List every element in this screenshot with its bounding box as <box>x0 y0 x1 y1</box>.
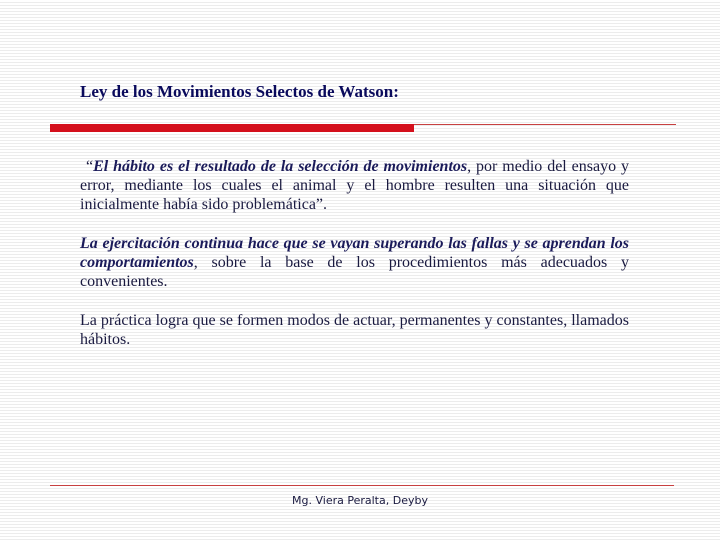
exercise-emphasis: La ejercitación continua hace que se vayan superando las fallas y se aprendan los comportamientos <box>80 235 629 271</box>
title-underline-thin <box>414 124 676 125</box>
paragraph-quote <box>80 157 629 214</box>
slide-title: Ley de los Movimientos Selectos de Watson: <box>80 82 399 101</box>
quote-emphasis: El hábito es el resultado de la selección de movimientos <box>93 158 468 175</box>
footer-author: Mg. Viera Peralta, Deyby <box>292 494 428 507</box>
paragraph-practice: La práctica logra que se formen modos de actuar, permanentes y constantes, llamados hábitos. <box>80 312 629 348</box>
quote-rest: , por medio del ensayo y error, mediante los cuales el animal y el hombre resulten una situación que inicialmente había sido problemática”. <box>80 158 630 213</box>
open-quote-mark: “ <box>86 158 94 175</box>
footer-divider <box>50 485 674 486</box>
paragraph-exercise <box>80 234 629 291</box>
exercise-rest: , sobre la base de los procedimientos más adecuados y convenientes. <box>80 254 629 290</box>
title-underline-thick <box>50 124 414 132</box>
